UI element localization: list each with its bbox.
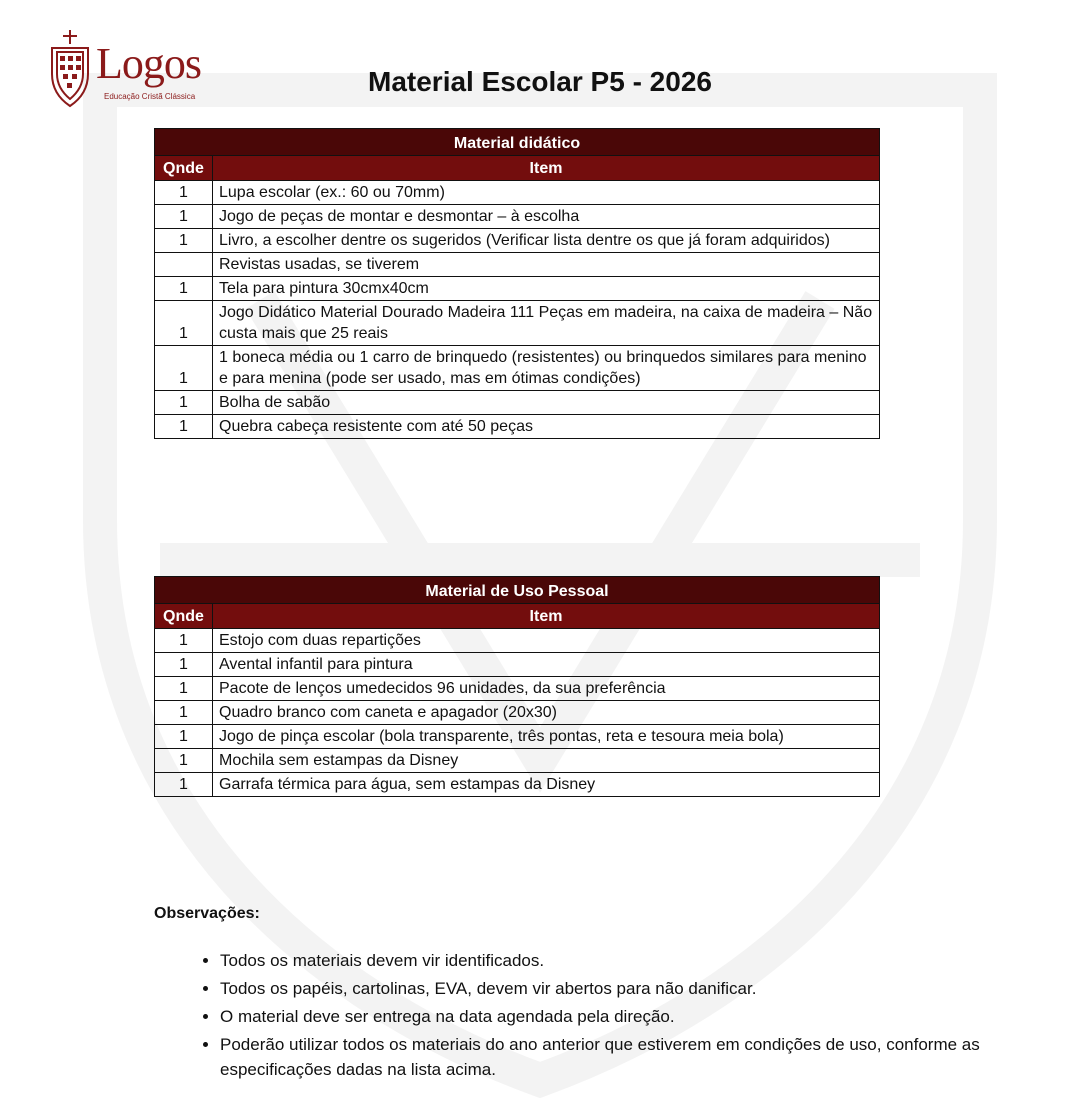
- qty-cell: 1: [155, 301, 213, 346]
- table-row: [155, 629, 880, 653]
- item-cell: Avental infantil para pintura: [213, 653, 880, 677]
- item-cell: Jogo de pinça escolar (bola transparente, três pontas, reta e tesoura meia bola): [213, 725, 880, 749]
- item-cell: Mochila sem estampas da Disney: [213, 749, 880, 773]
- table-row: [155, 725, 880, 749]
- list-item: • Todos os materiais devem vir identificados.: [220, 948, 1010, 973]
- list-item: • Todos os papéis, cartolinas, EVA, devem vir abertos para não danificar.: [220, 976, 1010, 1001]
- table-row: [155, 277, 880, 301]
- qty-cell: 1: [155, 629, 213, 653]
- table-row: [155, 346, 880, 391]
- item-cell: Tela para pintura 30cmx40cm: [213, 277, 880, 301]
- table-row: [155, 773, 880, 797]
- item-cell: Quadro branco com caneta e apagador (20x30): [213, 701, 880, 725]
- item-cell: Jogo de peças de montar e desmontar – à escolha: [213, 205, 880, 229]
- qty-cell: 1: [155, 677, 213, 701]
- table-row: [155, 301, 880, 346]
- section-header: Material de Uso Pessoal: [155, 577, 880, 604]
- table-row: [155, 653, 880, 677]
- observations-title: Observações:: [154, 905, 260, 922]
- qty-cell: 1: [155, 415, 213, 439]
- table-row: [155, 677, 880, 701]
- item-column-header: Item: [213, 156, 880, 181]
- qty-column-header: Qnde: [155, 604, 213, 629]
- observations-list: [154, 948, 1010, 1085]
- qty-cell: 1: [155, 205, 213, 229]
- item-cell: Pacote de lenços umedecidos 96 unidades, da sua preferência: [213, 677, 880, 701]
- table-row: [155, 229, 880, 253]
- table-row: [155, 701, 880, 725]
- qty-cell: 1: [155, 277, 213, 301]
- qty-cell: [155, 253, 213, 277]
- material-uso-pessoal-table: [154, 576, 880, 797]
- item-cell: Lupa escolar (ex.: 60 ou 70mm): [213, 181, 880, 205]
- page-title: Material Escolar P5 - 2026: [368, 66, 712, 97]
- table-row: [155, 181, 880, 205]
- material-didatico-table: [154, 128, 880, 439]
- item-cell: Revistas usadas, se tiverem: [213, 253, 880, 277]
- list-item: • O material deve ser entrega na data agendada pela direção.: [220, 1004, 1010, 1029]
- qty-cell: 1: [155, 653, 213, 677]
- qty-cell: 1: [155, 749, 213, 773]
- item-cell: Garrafa térmica para água, sem estampas da Disney: [213, 773, 880, 797]
- logo-name: Logos: [96, 39, 201, 88]
- qty-cell: 1: [155, 701, 213, 725]
- qty-column-header: Qnde: [155, 156, 213, 181]
- logo-tagline: Educação Cristã Clássica: [104, 92, 196, 101]
- qty-cell: 1: [155, 773, 213, 797]
- item-cell: Livro, a escolher dentre os sugeridos (Verificar lista dentre os que já foram adquiridos): [213, 229, 880, 253]
- item-cell: 1 boneca média ou 1 carro de brinquedo (resistentes) ou brinquedos similares para menino e para menina (pode ser usado, mas em ótimas condições): [213, 346, 880, 391]
- item-cell: Quebra cabeça resistente com até 50 peças: [213, 415, 880, 439]
- qty-cell: 1: [155, 391, 213, 415]
- list-item: • Poderão utilizar todos os materiais do ano anterior que estiverem em condições de uso, conforme as especificações dadas na lista acima.: [220, 1032, 1010, 1082]
- item-cell: Jogo Didático Material Dourado Madeira 111 Peças em madeira, na caixa de madeira – Não custa mais que 25 reais: [213, 301, 880, 346]
- item-column-header: Item: [213, 604, 880, 629]
- table-row: [155, 749, 880, 773]
- table-row: [155, 253, 880, 277]
- qty-cell: 1: [155, 181, 213, 205]
- table-row: [155, 391, 880, 415]
- qty-cell: 1: [155, 725, 213, 749]
- qty-cell: 1: [155, 346, 213, 391]
- section-header: Material didático: [155, 129, 880, 156]
- item-cell: Estojo com duas repartições: [213, 629, 880, 653]
- table-row: [155, 415, 880, 439]
- table-row: [155, 205, 880, 229]
- item-cell: Bolha de sabão: [213, 391, 880, 415]
- qty-cell: 1: [155, 229, 213, 253]
